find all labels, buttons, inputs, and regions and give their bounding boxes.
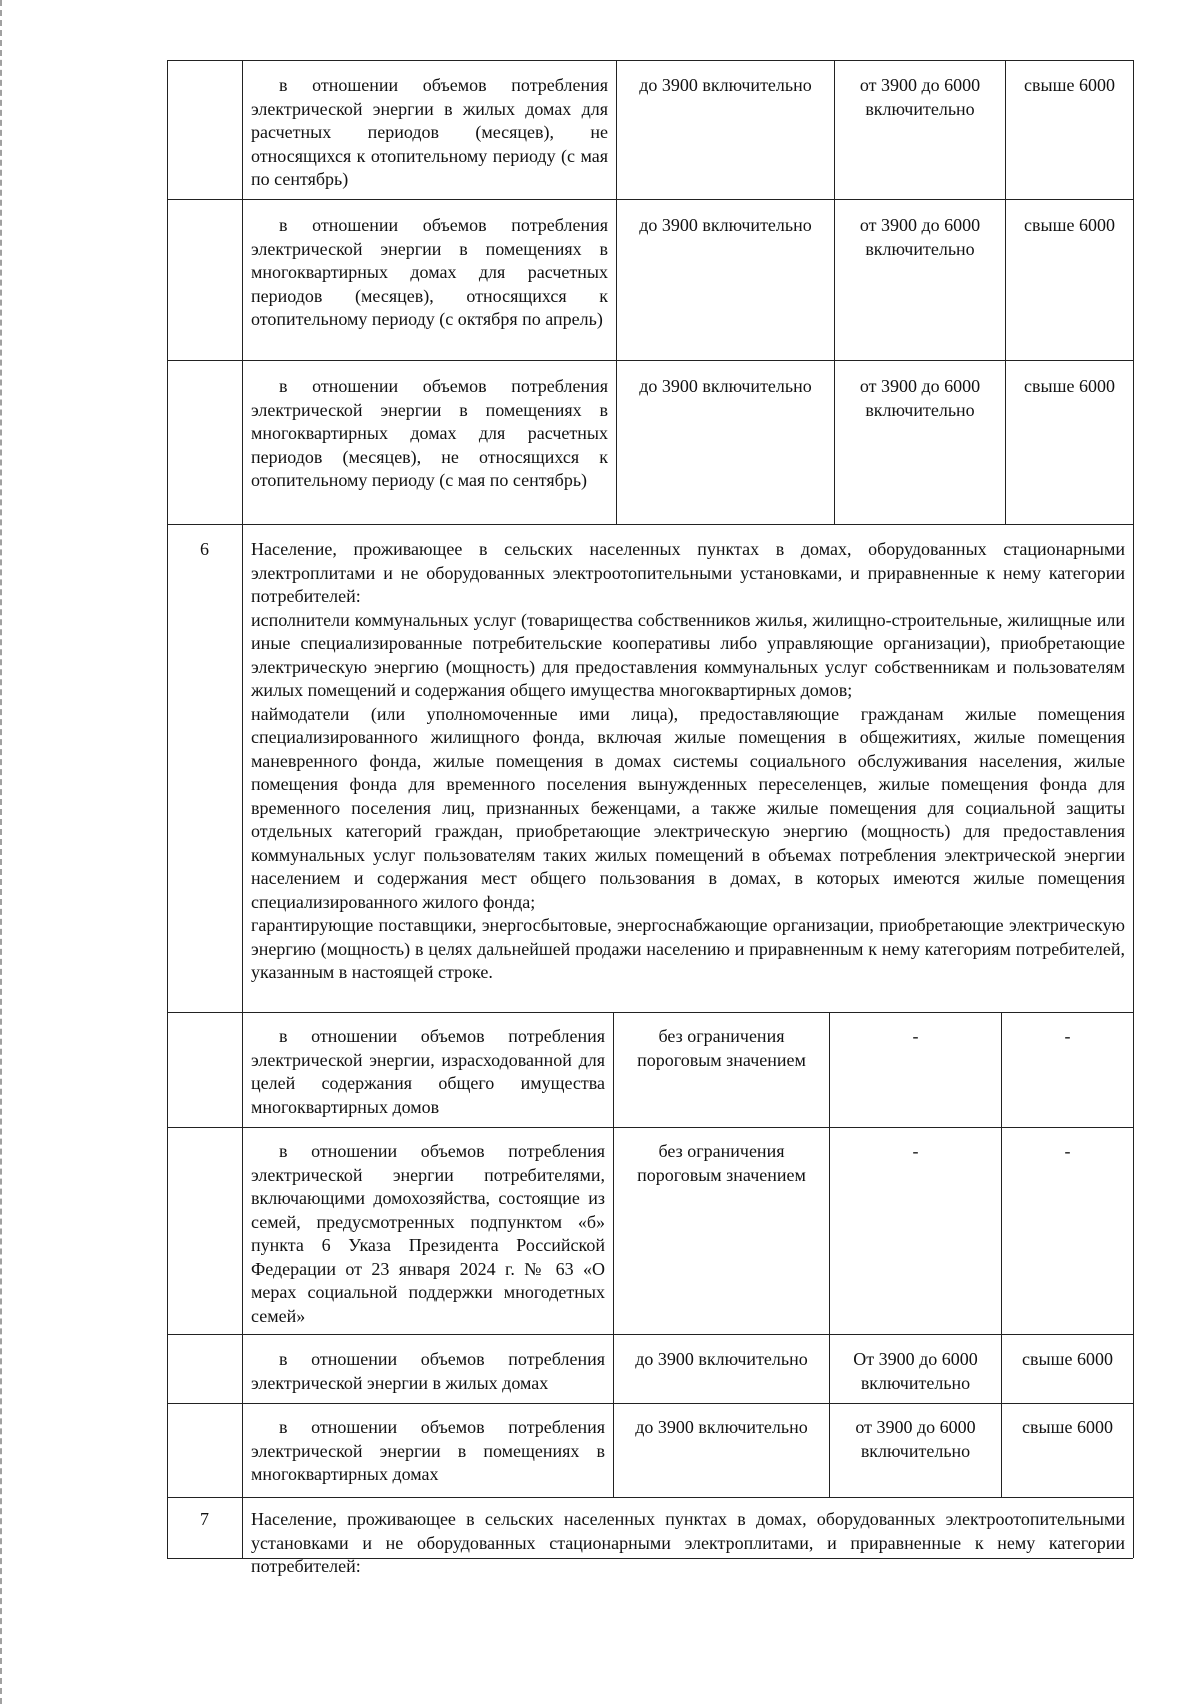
section-6-paragraph-1: Население, проживающее в сельских населенных пунктах в домах, оборудованных стационарными электроплитами и не оборудованных электроотопительными установками, и приравненные к нему категории потребителей: [251,539,1125,606]
section-6-paragraph-2: исполнители коммунальных услуг (товарищества собственников жилья, жилищно-строительные, жилищные или иные специализированные потребительские кооперативы либо управляющие организации), приобретающие электрическую энергию (мощность) для предоставления коммунальных услуг собственникам и пользователям жилых помещений и содержания общего имущества многоквартирных домов; [251,609,1125,700]
row-a3-description: в отношении объемов потребления электрической энергии в помещениях в многоквартирных домах для расчетных периодов (месяцев), не относящихся к отопительному периоду (с мая по сентябрь) [251,376,608,490]
row-a1-bottom [167,199,1133,200]
row-a2-description: в отношении объемов потребления электрической энергии в помещениях в многоквартирных домах для расчетных периодов (месяцев), относящихся к отопительному периоду (с октября по апрель) [251,215,608,329]
row-b4-bottom [167,1497,1133,1498]
row-b2-col1: без ограничения пороговым значением [637,1141,806,1185]
row-b2-description: в отношении объемов потребления электрической энергии потребителями, включающими домохозяйства, состоящие из семей, предусмотренных подпунктом «б» пункта 6 Указа Президента Российской Федерации от 23 января 2024 г. № 63 «О мерах социальной поддержки многодетных семей» [251,1141,605,1326]
row-b4-col1: до 3900 включительно [635,1417,808,1437]
section-6-bottom [167,1012,1133,1013]
row-a2-col2: от 3900 до 6000 включительно [859,215,981,259]
row-a3-col2: от 3900 до 6000 включительно [859,376,981,420]
row-a3-col3: свыше 6000 [1024,376,1115,396]
section-6-text [243,538,1133,985]
row-b3-description: в отношении объемов потребления электрической энергии в жилых домах [251,1349,605,1393]
table-right-border [1133,60,1134,1558]
divider-a-3 [1005,60,1006,524]
section-7-number: 7 [200,1509,209,1529]
row-b3-col1: до 3900 включительно [635,1349,808,1369]
row-b1-description: в отношении объемов потребления электрической энергии, израсходованной для целей содержания общего имущества многоквартирных домов [251,1026,605,1117]
row-a1-col3: свыше 6000 [1024,75,1115,95]
row-b3-col2: От 3900 до 6000 включительно [853,1349,978,1393]
section-6-number: 6 [200,539,209,559]
section-6-paragraph-4: гарантирующие поставщики, энергосбытовые, энергоснабжающие организации, приобретающие электрическую энергию (мощность) в целях дальнейшей продажи населению и приравненным к нему категориям потребителей, указанным в настоящей строке. [251,915,1125,982]
row-a3-bottom [167,524,1133,525]
divider-a-1 [616,60,617,524]
row-b2-col3: - [1064,1141,1071,1161]
row-b4-col3: свыше 6000 [1022,1417,1113,1437]
row-a2-bottom [167,360,1133,361]
section-7-text: Население, проживающее в сельских населенных пунктах в домах, оборудованных электроотопительными установками и не оборудованных стационарными электроплитами, и приравненные к нему категории потребителей: [251,1509,1125,1576]
row-b2-bottom [167,1334,1133,1335]
row-a1-col2: от 3900 до 6000 включительно [859,75,981,119]
row-b1-col1: без ограничения пороговым значением [637,1026,806,1070]
row-a1-description: в отношении объемов потребления электрической энергии в жилых домах для расчетных периодов (месяцев), не относящихся к отопительному периоду (с мая по сентябрь) [251,75,608,189]
row-a1-col1: до 3900 включительно [639,75,812,95]
divider-a-2 [834,60,835,524]
row-b1-col3: - [1064,1026,1071,1046]
row-b1-bottom [167,1127,1133,1128]
row-b1-col2: - [912,1026,919,1046]
row-b3-col3: свыше 6000 [1022,1349,1113,1369]
row-b2-col2: - [912,1141,919,1161]
row-b4-description: в отношении объемов потребления электрической энергии в помещениях в многоквартирных домах [251,1417,605,1484]
row-b3-bottom [167,1403,1133,1404]
row-b4-col2: от 3900 до 6000 включительно [855,1417,976,1461]
table-top-border [167,60,1133,61]
row-a2-col1: до 3900 включительно [639,215,812,235]
section-6-paragraph-3: наймодатели (или уполномоченные ими лица), предоставляющие гражданам жилые помещения специализированного жилищного фонда, включая жилые помещения в общежитиях, жилые помещения маневренного фонда, жилые помещения в домах системы социального обслуживания населения, жилые помещения фонда для временного поселения вынужденных переселенцев, жилые помещения фонда для временного поселения лиц, признанных беженцами, а также жилые помещения для социальной защиты отдельных категорий граждан, приобретающие электрическую энергию (мощность) для предоставления коммунальных услуг пользователям таких жилых помещений в объемах потребления электрической энергии населением и содержания мест общего пользования в домах, в которых имеются жилые помещения специализированного жилого фонда; [251,703,1125,912]
row-a2-col3: свыше 6000 [1024,215,1115,235]
row-a3-col1: до 3900 включительно [639,376,812,396]
